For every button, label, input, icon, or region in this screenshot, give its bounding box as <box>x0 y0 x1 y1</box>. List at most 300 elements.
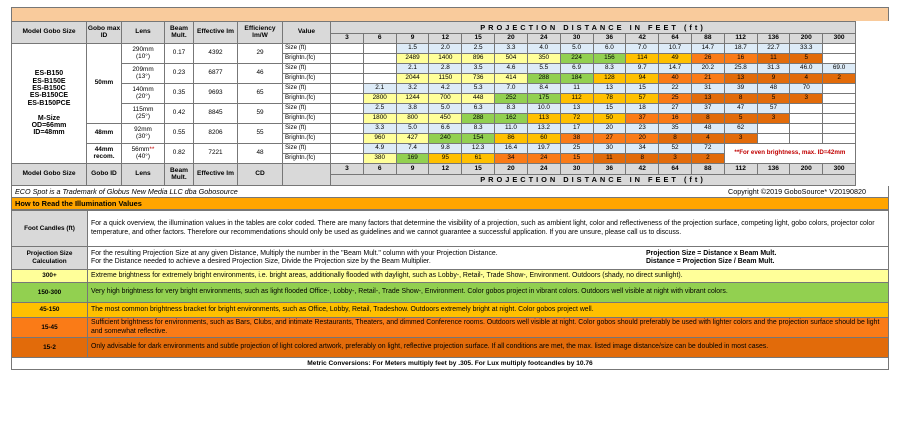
effective-lm: 8845 <box>194 104 238 124</box>
distance-header: 36 <box>593 34 626 44</box>
distance-header: 300 <box>823 34 856 44</box>
footer-gobo_id: Gobo ID <box>87 164 122 186</box>
projection-table <box>11 21 889 186</box>
size-cell <box>823 84 856 94</box>
brightness-cell: 169 <box>396 154 429 164</box>
brightness-cell: 128 <box>593 74 626 84</box>
size-cell <box>331 44 364 54</box>
size-cell: 33.3 <box>790 44 823 54</box>
brightness-cell <box>823 134 856 144</box>
brightness-cell <box>331 54 364 64</box>
model-name-line: ES-B150CE <box>29 92 69 100</box>
value-label: Size (ft) <box>283 84 331 94</box>
header-lens: Lens <box>122 22 165 44</box>
brightness-cell: 21 <box>691 74 724 84</box>
gobo-size: 48mm <box>87 124 122 144</box>
brightness-cell: 240 <box>429 134 462 144</box>
size-cell: 23 <box>626 124 659 134</box>
brightness-cell <box>331 154 364 164</box>
size-cell <box>363 44 396 54</box>
distance-header: 200 <box>790 34 823 44</box>
table-footer <box>12 164 889 186</box>
header-gobo: Gobo max ID <box>87 22 122 44</box>
value-label: Size (ft) <box>283 104 331 114</box>
brightness-cell: 1800 <box>363 114 396 124</box>
size-cell: 7.0 <box>495 84 528 94</box>
brightness-cell: 60 <box>527 134 560 144</box>
copyright-text: Copyright ©2019 GoboSource* V20190820 <box>728 187 866 196</box>
distance-header: 30 <box>560 34 593 44</box>
size-cell: 57 <box>757 104 790 114</box>
brightness-cell: 94 <box>626 74 659 84</box>
distance-footer: 15 <box>462 164 495 175</box>
size-cell: 70 <box>790 84 823 94</box>
lens-angle: (13°) <box>136 72 150 80</box>
brightness-cell <box>331 134 364 144</box>
model-name-line: ID=48mm <box>33 129 65 137</box>
effective-lm: 9693 <box>194 84 238 104</box>
brightness-cell: 13 <box>724 74 757 84</box>
lens-cell <box>122 144 165 164</box>
size-cell: 39 <box>724 84 757 94</box>
brightness-cell: 16 <box>659 114 692 124</box>
beam-mult: 0.55 <box>165 124 194 144</box>
header-value: Value <box>283 22 331 44</box>
brightness-cell <box>823 114 856 124</box>
brightness-cell <box>823 54 856 64</box>
beam-mult: 0.23 <box>165 64 194 84</box>
legend-key: 45-150 <box>12 303 88 318</box>
size-cell: 13.2 <box>527 124 560 134</box>
lens-focal: 92mm <box>134 125 152 133</box>
brightness-cell: 800 <box>396 114 429 124</box>
size-cell: 18.7 <box>724 44 757 54</box>
lens-focal: 140mm <box>132 85 154 93</box>
legend-key: Foot Candles (ft) <box>12 211 88 247</box>
brightness-cell: 184 <box>560 74 593 84</box>
legend-key: 15-2 <box>12 338 88 358</box>
brightness-cell: 252 <box>495 94 528 104</box>
size-cell <box>790 124 823 134</box>
size-cell: 15 <box>626 84 659 94</box>
size-cell <box>823 124 856 134</box>
legend-key: 300+ <box>12 270 88 283</box>
distance-footer: 300 <box>823 164 856 175</box>
distance-header: 136 <box>757 34 790 44</box>
size-cell: 19.7 <box>527 144 560 154</box>
footer-value-blank <box>283 164 331 186</box>
size-cell: 11 <box>560 84 593 94</box>
size-cell: 5.0 <box>429 104 462 114</box>
size-cell: 10.0 <box>527 104 560 114</box>
distance-footer: 12 <box>429 164 462 175</box>
size-cell: 3.2 <box>396 84 429 94</box>
brightness-cell <box>331 94 364 104</box>
brightness-cell: 2489 <box>396 54 429 64</box>
legend-text: For a quick overview, the illumination values in the tables are color coded. There are many factors that determine the visibility of a projection, such as ambient light, color and reflectiveness of the projection surface, competing light, gobo colors, projector color temperature, and other factors. Therefore our recommendations should only be used as guidelines and we cannot guarantee a successful application. If you are unsure, please call us to discuss. <box>88 211 889 247</box>
brightness-cell: 2 <box>823 74 856 84</box>
brightness-cell: 61 <box>462 154 495 164</box>
legend-key: 15-45 <box>12 318 88 338</box>
brightness-cell: 50 <box>593 114 626 124</box>
table-body <box>12 44 889 164</box>
brightness-cell: 448 <box>462 94 495 104</box>
brightness-cell: 113 <box>527 114 560 124</box>
value-label: Size (ft) <box>283 144 331 154</box>
size-cell: 1.5 <box>396 44 429 54</box>
lens-cell <box>122 64 165 84</box>
distance-footer: 42 <box>626 164 659 175</box>
size-cell: 2.5 <box>462 44 495 54</box>
brightness-cell: 3 <box>757 114 790 124</box>
brightness-cell: 1244 <box>396 94 429 104</box>
distance-footer: 200 <box>790 164 823 175</box>
header-beam: Beam Mult. <box>165 22 194 44</box>
lens-cell <box>122 84 165 104</box>
top-color-bar <box>11 7 889 21</box>
distance-header: 112 <box>724 34 757 44</box>
size-cell: 30 <box>593 144 626 154</box>
size-cell <box>331 124 364 134</box>
size-cell: 22.7 <box>757 44 790 54</box>
size-cell: 46.0 <box>790 64 823 74</box>
header-model: Model Gobo Size <box>12 22 87 44</box>
brightness-cell: 380 <box>363 154 396 164</box>
size-cell: 3.3 <box>495 44 528 54</box>
size-cell: 17 <box>560 124 593 134</box>
size-cell <box>331 144 364 154</box>
trademark-text: ECO Spot is a Trademark of Globus New Media LLC dba Gobosource <box>15 187 238 196</box>
brightness-cell: 2044 <box>396 74 429 84</box>
brightness-cell: 11 <box>757 54 790 64</box>
distance-header: 24 <box>527 34 560 44</box>
brightness-cell: 40 <box>659 74 692 84</box>
lens-cell <box>122 124 165 144</box>
model-name-line: ES-B150C <box>32 85 66 93</box>
legend-text: Only advisable for dark environments and subtle projection of light colored artwork, preferably on light, reflective projection surface. If all conditions are met, the max. listed image distance/size can be doubled in most cases. <box>88 338 889 358</box>
distance-header: 42 <box>626 34 659 44</box>
brightness-cell <box>363 54 396 64</box>
size-cell: 47 <box>724 104 757 114</box>
brightness-cell: 4 <box>691 134 724 144</box>
brightness-cell <box>790 134 823 144</box>
legend-text: Extreme brightness for extremely bright environments, i.e. bright areas, additionally flooded with daylight, such as Lobby-, Retail-, Trade Show-, Environment. Outdoors (shady, no direct sunlight). <box>88 270 889 283</box>
brightness-cell: 414 <box>495 74 528 84</box>
brightness-cell <box>331 114 364 124</box>
distance-footer: 36 <box>593 164 626 175</box>
brightness-cell: 960 <box>363 134 396 144</box>
brightness-cell <box>363 74 396 84</box>
brightness-cell: 224 <box>560 54 593 64</box>
brightness-cell: 288 <box>462 114 495 124</box>
size-cell: 48 <box>691 124 724 134</box>
model-name-line: OD=66mm <box>31 121 67 129</box>
footer-model: Model Gobo Size <box>12 164 87 186</box>
brightness-cell: 8 <box>659 134 692 144</box>
brightness-cell: 27 <box>593 134 626 144</box>
value-label: Brightn.(fc) <box>283 114 331 124</box>
model-name-line: M-Size <box>37 114 61 122</box>
brightness-cell: 25 <box>659 94 692 104</box>
legend-key: Projection Size Calculation <box>12 247 88 270</box>
model-name-line: ES-B150 <box>34 70 64 78</box>
brightness-cell: 72 <box>560 114 593 124</box>
size-cell: 5.5 <box>527 64 560 74</box>
gobo-size: 44mm recom. <box>87 144 122 164</box>
legend-key: 150-300 <box>12 283 88 303</box>
distance-footer: 88 <box>691 164 724 175</box>
table-header <box>12 22 889 44</box>
size-cell: 9.8 <box>429 144 462 154</box>
footer-effective: Effective lm <box>194 164 238 186</box>
brightness-cell: 9 <box>757 74 790 84</box>
brightness-cell <box>823 94 856 104</box>
distance-header: 6 <box>363 34 396 44</box>
brightness-cell <box>757 134 790 144</box>
distance-header: 88 <box>691 34 724 44</box>
brightness-cell: 450 <box>429 114 462 124</box>
legend-text <box>88 247 889 270</box>
size-cell: 3.5 <box>462 64 495 74</box>
lens-angle: (30°) <box>136 132 150 140</box>
size-cell: 14.7 <box>691 44 724 54</box>
brightness-cell: 288 <box>527 74 560 84</box>
size-cell: 34 <box>626 144 659 154</box>
size-cell <box>331 64 364 74</box>
effective-lm: 7221 <box>194 144 238 164</box>
size-cell: 2.8 <box>429 64 462 74</box>
size-cell: 11.0 <box>495 124 528 134</box>
beam-mult: 0.35 <box>165 84 194 104</box>
footer-cd: CD <box>238 164 283 186</box>
size-cell <box>823 44 856 54</box>
size-cell <box>757 124 790 134</box>
brightness-cell: 8 <box>724 94 757 104</box>
calc-formula-2: Distance = Projection Size / Beam Mult. <box>646 258 775 265</box>
size-cell: 31 <box>691 84 724 94</box>
legend-text: Sufficient brightness for environments, such as Bars, Clubs, and intimate Restaurants, Theaters, and dimmed Conference rooms. Outdoors well visible at night. Color gobos should preferably be used with lighter colors and the projection surface should be light and somewhat reflective. <box>88 318 889 338</box>
howto-title: How to Read the Illumination Values <box>11 198 889 210</box>
brightness-cell: 8 <box>691 114 724 124</box>
brightness-cell: 700 <box>429 94 462 104</box>
brightness-cell: 2800 <box>363 94 396 104</box>
brightness-cell: 24 <box>527 154 560 164</box>
size-cell: 52 <box>659 144 692 154</box>
beam-mult: 0.42 <box>165 104 194 124</box>
value-label: Brightn.(fc) <box>283 74 331 84</box>
size-cell: 2.1 <box>396 64 429 74</box>
value-label: Size (ft) <box>283 64 331 74</box>
distance-footer: 136 <box>757 164 790 175</box>
metric-conversions: Metric Conversions: For Meters multiply feet by .305. For Lux multiply footcandles by 10.76 <box>11 358 889 370</box>
efficiency: 55 <box>238 124 283 144</box>
size-cell <box>331 84 364 94</box>
size-cell: 7.0 <box>626 44 659 54</box>
legend-text: Very high brightness for very bright environments, such as light flooded Office-, Lobby-, Retail-, Trade Show-, Environment. Color gobos project in vibrant colors. Outdoors well visible at night with vibrant colors. <box>88 283 889 303</box>
model-name-line: ES-B150PCE <box>27 99 71 107</box>
effective-lm: 8206 <box>194 124 238 144</box>
size-cell: 69.0 <box>823 64 856 74</box>
distance-header: 9 <box>396 34 429 44</box>
brightness-note: **For even brightness, max. ID=42mm <box>724 144 855 164</box>
size-cell: 6.3 <box>462 104 495 114</box>
brightness-cell: 736 <box>462 74 495 84</box>
brightness-cell: 3 <box>790 94 823 104</box>
size-cell: 4.2 <box>429 84 462 94</box>
size-cell: 8.4 <box>527 84 560 94</box>
lens-focal: 290mm <box>132 45 154 53</box>
size-cell: 6.9 <box>560 64 593 74</box>
brightness-cell: 5 <box>757 94 790 104</box>
size-cell: 2.0 <box>429 44 462 54</box>
distance-footer: 64 <box>659 164 692 175</box>
size-cell: 15 <box>593 104 626 114</box>
size-cell: 5.3 <box>462 84 495 94</box>
brightness-cell: 38 <box>560 134 593 144</box>
lens-angle: (40°) <box>136 152 150 160</box>
size-cell: 62 <box>724 124 757 134</box>
size-cell: 48 <box>757 84 790 94</box>
efficiency: 29 <box>238 44 283 64</box>
brightness-cell: 112 <box>560 94 593 104</box>
model-names <box>12 44 87 164</box>
size-cell: 9.7 <box>626 64 659 74</box>
size-cell: 3.3 <box>363 124 396 134</box>
size-cell: 25.8 <box>724 64 757 74</box>
size-cell: 8.3 <box>462 124 495 134</box>
brightness-cell: 16 <box>724 54 757 64</box>
brightness-cell: 175 <box>527 94 560 104</box>
lens-angle: (25°) <box>136 112 150 120</box>
brightness-cell: 86 <box>495 134 528 144</box>
size-cell: 2.1 <box>363 84 396 94</box>
size-cell: 20.2 <box>691 64 724 74</box>
lens-angle: (10°) <box>136 52 150 60</box>
size-cell: 35 <box>659 124 692 134</box>
brightness-cell <box>331 74 364 84</box>
size-cell: 4.9 <box>363 144 396 154</box>
efficiency: 59 <box>238 104 283 124</box>
size-cell: 18 <box>626 104 659 114</box>
distance-footer: 20 <box>495 164 528 175</box>
brightness-cell <box>790 114 823 124</box>
size-cell: 2.5 <box>363 104 396 114</box>
size-cell <box>331 104 364 114</box>
brightness-cell: 162 <box>495 114 528 124</box>
size-cell <box>823 104 856 114</box>
size-cell <box>363 64 396 74</box>
size-cell: 12.3 <box>462 144 495 154</box>
brightness-cell: 95 <box>429 154 462 164</box>
brightness-cell: 3 <box>724 134 757 144</box>
calc-formula-1: Projection Size = Distance x Beam Mult. <box>646 249 777 257</box>
distance-footer: 112 <box>724 164 757 175</box>
distance-header: 3 <box>331 34 364 44</box>
lens-angle: (20°) <box>136 92 150 100</box>
distance-footer: 30 <box>560 164 593 175</box>
brightness-cell: 49 <box>659 54 692 64</box>
size-cell: 4.6 <box>495 64 528 74</box>
size-cell <box>790 104 823 114</box>
distance-footer: 6 <box>363 164 396 175</box>
value-label: Brightn.(fc) <box>283 154 331 164</box>
brightness-cell: 3 <box>659 154 692 164</box>
efficiency: 48 <box>238 144 283 164</box>
brightness-cell: 57 <box>626 94 659 104</box>
size-cell: 7.4 <box>396 144 429 154</box>
brightness-cell: 1150 <box>429 74 462 84</box>
brightness-cell: 5 <box>790 54 823 64</box>
value-label: Brightn.(fc) <box>283 94 331 104</box>
distance-header: 12 <box>429 34 462 44</box>
size-cell: 5.0 <box>560 44 593 54</box>
brightness-cell: 114 <box>626 54 659 64</box>
effective-lm: 6877 <box>194 64 238 84</box>
size-cell: 25 <box>560 144 593 154</box>
value-label: Brightn.(fc) <box>283 134 331 144</box>
distance-footer: 9 <box>396 164 429 175</box>
brightness-cell: 350 <box>527 54 560 64</box>
brightness-cell: 1400 <box>429 54 462 64</box>
brightness-cell: 37 <box>626 114 659 124</box>
distance-footer: 3 <box>331 164 364 175</box>
effective-lm: 4392 <box>194 44 238 64</box>
photometric-sheet <box>11 7 889 370</box>
size-cell: 37 <box>691 104 724 114</box>
brightness-cell: 5 <box>724 114 757 124</box>
size-cell: 5.0 <box>396 124 429 134</box>
brightness-cell: 504 <box>495 54 528 64</box>
brightness-cell: 8 <box>626 154 659 164</box>
size-cell: 8.3 <box>593 64 626 74</box>
lens-focal: 56mm** <box>131 145 155 153</box>
value-label: Size (ft) <box>283 44 331 54</box>
brightness-cell: 11 <box>593 154 626 164</box>
lens-cell <box>122 44 165 64</box>
brightness-cell: 2 <box>691 154 724 164</box>
efficiency: 46 <box>238 64 283 84</box>
header-efficiency: Efficiency lm/W <box>238 22 283 44</box>
brightness-cell: 34 <box>495 154 528 164</box>
legend-table <box>11 210 889 358</box>
distance-header: 15 <box>462 34 495 44</box>
projection-distance-footer-title: PROJECTION DISTANCE IN FEET (ft) <box>331 175 856 186</box>
size-cell: 72 <box>691 144 724 154</box>
header-effective: Effective lm <box>194 22 238 44</box>
brightness-cell: 156 <box>593 54 626 64</box>
lens-note-star: ** <box>149 145 155 153</box>
size-cell: 6.0 <box>593 44 626 54</box>
size-cell: 13 <box>593 84 626 94</box>
footer-beam: Beam Mult. <box>165 164 194 186</box>
size-cell: 27 <box>659 104 692 114</box>
size-cell: 13 <box>560 104 593 114</box>
brightness-cell: 13 <box>691 94 724 104</box>
legend-text: The most common brightness bracket for bright environments, such as Office, Lobby, Retail, Tradeshow. Outdoors extremely bright at night. Color gobos project well. <box>88 303 889 318</box>
size-cell: 3.8 <box>396 104 429 114</box>
brightness-cell: 26 <box>691 54 724 64</box>
size-cell: 20 <box>593 124 626 134</box>
gobo-size: 50mm <box>87 44 122 124</box>
beam-mult: 0.82 <box>165 144 194 164</box>
brightness-cell: 20 <box>626 134 659 144</box>
calc-text-1: For the resulting Projection Size at any given Distance, Multiply the number in the "Beam Mult." column with your Projection Distance. <box>91 249 498 257</box>
calc-line-1 <box>91 250 885 258</box>
size-cell: 16.4 <box>495 144 528 154</box>
brightness-cell: 15 <box>560 154 593 164</box>
brightness-cell: 427 <box>396 134 429 144</box>
lens-cell <box>122 104 165 124</box>
